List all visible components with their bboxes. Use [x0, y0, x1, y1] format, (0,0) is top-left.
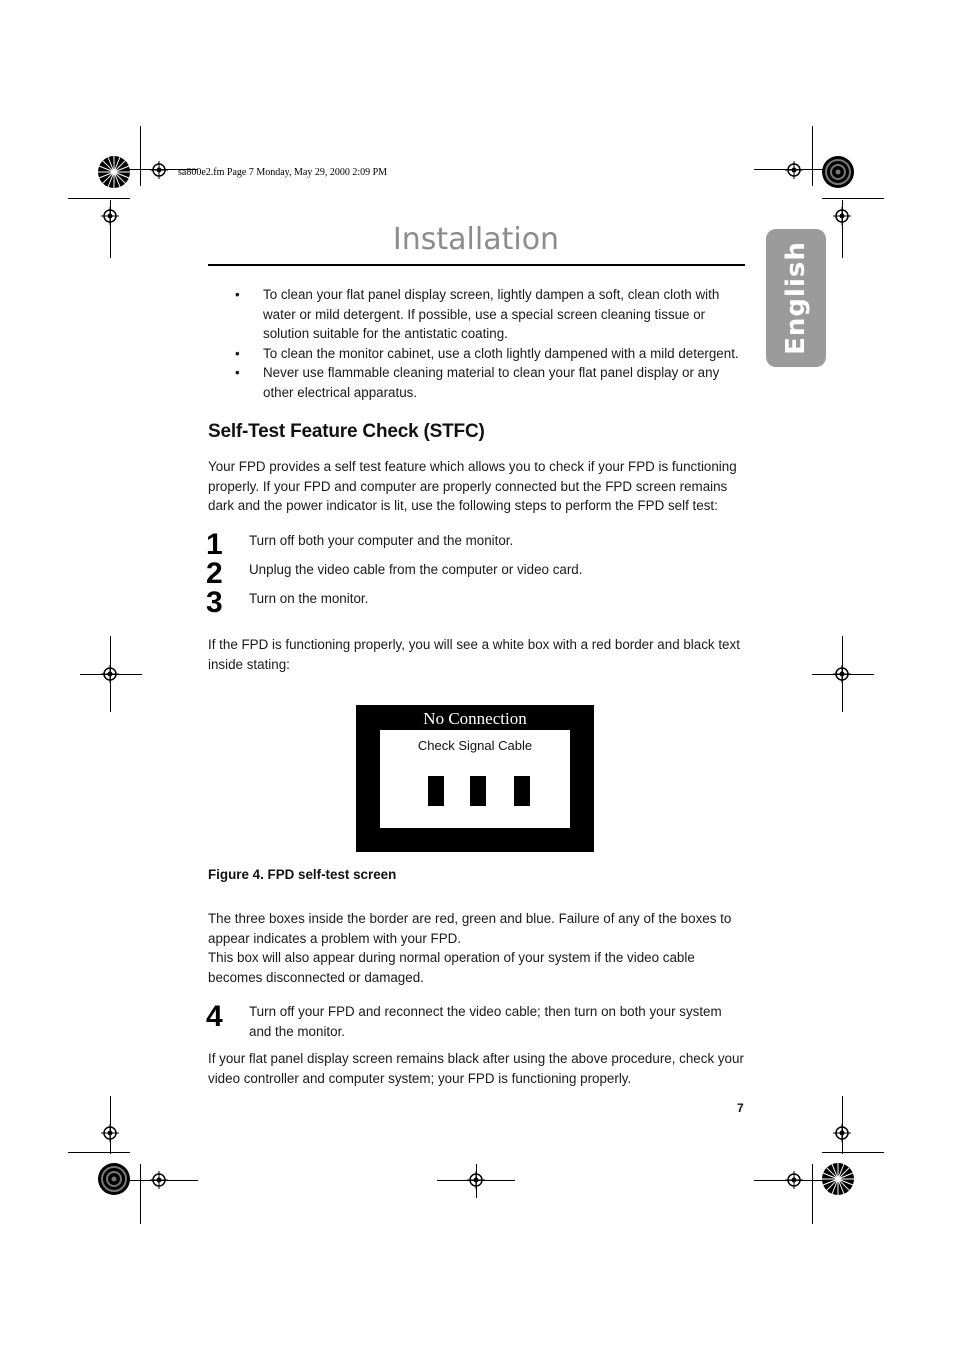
- step-text: Turn off both your computer and the monitor.: [249, 533, 514, 548]
- title-rule: [208, 264, 745, 266]
- bullet-icon: •: [235, 287, 240, 302]
- self-test-screen-figure: [356, 705, 594, 852]
- starburst-target-icon: [97, 1162, 131, 1196]
- figure-title: No Connection: [423, 709, 527, 728]
- boxes-paragraph: This box will also appear during normal operation of your system if the video cable becomes disconnected or damaged.: [208, 950, 695, 985]
- registration-target-icon: [101, 207, 119, 225]
- registration-target-icon: [785, 1171, 803, 1189]
- step-number: 4: [206, 1000, 223, 1033]
- step-number: 3: [206, 586, 223, 619]
- figure-caption: Figure 4. FPD self-test screen: [208, 867, 397, 882]
- step-text: Unplug the video cable from the computer or video card.: [249, 562, 583, 577]
- cleaning-bullet-list: [232, 285, 747, 402]
- bullet-text: To clean your flat panel display screen, lightly dampen a soft, clean cloth with water or mild detergent. If possible, use a special screen cleaning tissue or solution suitable for the antistatic coating.: [263, 287, 720, 341]
- color-test-box-blue: [514, 776, 530, 806]
- bullet-text: Never use flammable cleaning material to clean your flat panel display or any other electrical apparatus.: [263, 365, 720, 400]
- registration-target-icon: [101, 1124, 119, 1142]
- bullet-icon: •: [235, 365, 240, 380]
- file-header: sa800e2.fm Page 7 Monday, May 29, 2000 2:09 PM: [178, 167, 388, 178]
- registration-target-icon: [833, 665, 851, 683]
- intro-paragraph: Your FPD provides a self test feature which allows you to check if your FPD is functioning properly. If your FPD and computer are properly connected but the FPD screen remains dark and the power indicator is lit, use the following steps to perform the FPD self test:: [208, 459, 737, 513]
- registration-target-icon: [785, 161, 803, 179]
- starburst-target-icon: [97, 155, 131, 189]
- color-test-box-red: [428, 776, 444, 806]
- bullet-icon: •: [235, 345, 240, 361]
- registration-target-icon: [833, 1124, 851, 1142]
- registration-target-icon: [150, 1171, 168, 1189]
- step-number: 2: [206, 557, 223, 590]
- bullet-text: To clean the monitor cabinet, use a cloth lightly dampened with a mild detergent.: [263, 345, 739, 361]
- registration-target-icon: [101, 665, 119, 683]
- registration-target-icon: [833, 207, 851, 225]
- step-number: 1: [206, 528, 223, 561]
- starburst-target-icon: [821, 1162, 855, 1196]
- list-item: [232, 285, 747, 344]
- language-tab: [766, 229, 826, 367]
- section-subheading: Self-Test Feature Check (STFC): [208, 421, 485, 442]
- closing-paragraph: If your flat panel display screen remains black after using the above procedure, check your video controller and computer system; your FPD is functioning properly.: [208, 1051, 744, 1086]
- list-item: [232, 363, 747, 402]
- page-number: 7: [737, 1101, 744, 1115]
- step-text: Turn off your FPD and reconnect the video cable; then turn on both your system and the monitor.: [249, 1004, 722, 1039]
- functioning-paragraph: If the FPD is functioning properly, you will see a white box with a red border and black text inside stating:: [208, 637, 740, 672]
- figure-subtitle: Check Signal Cable: [417, 738, 533, 753]
- boxes-paragraph: The three boxes inside the border are red, green and blue. Failure of any of the boxes to appear indicates a problem with your FPD.: [208, 911, 732, 946]
- figure-inner-box: [380, 730, 570, 828]
- section-title: Installation: [392, 222, 560, 257]
- registration-target-icon: [150, 161, 168, 179]
- starburst-target-icon: [821, 155, 855, 189]
- list-item: [232, 344, 747, 364]
- registration-target-icon: [467, 1171, 485, 1189]
- step-text: Turn on the monitor.: [249, 591, 369, 606]
- color-test-box-green: [470, 776, 486, 806]
- language-tab-label: English: [781, 241, 811, 355]
